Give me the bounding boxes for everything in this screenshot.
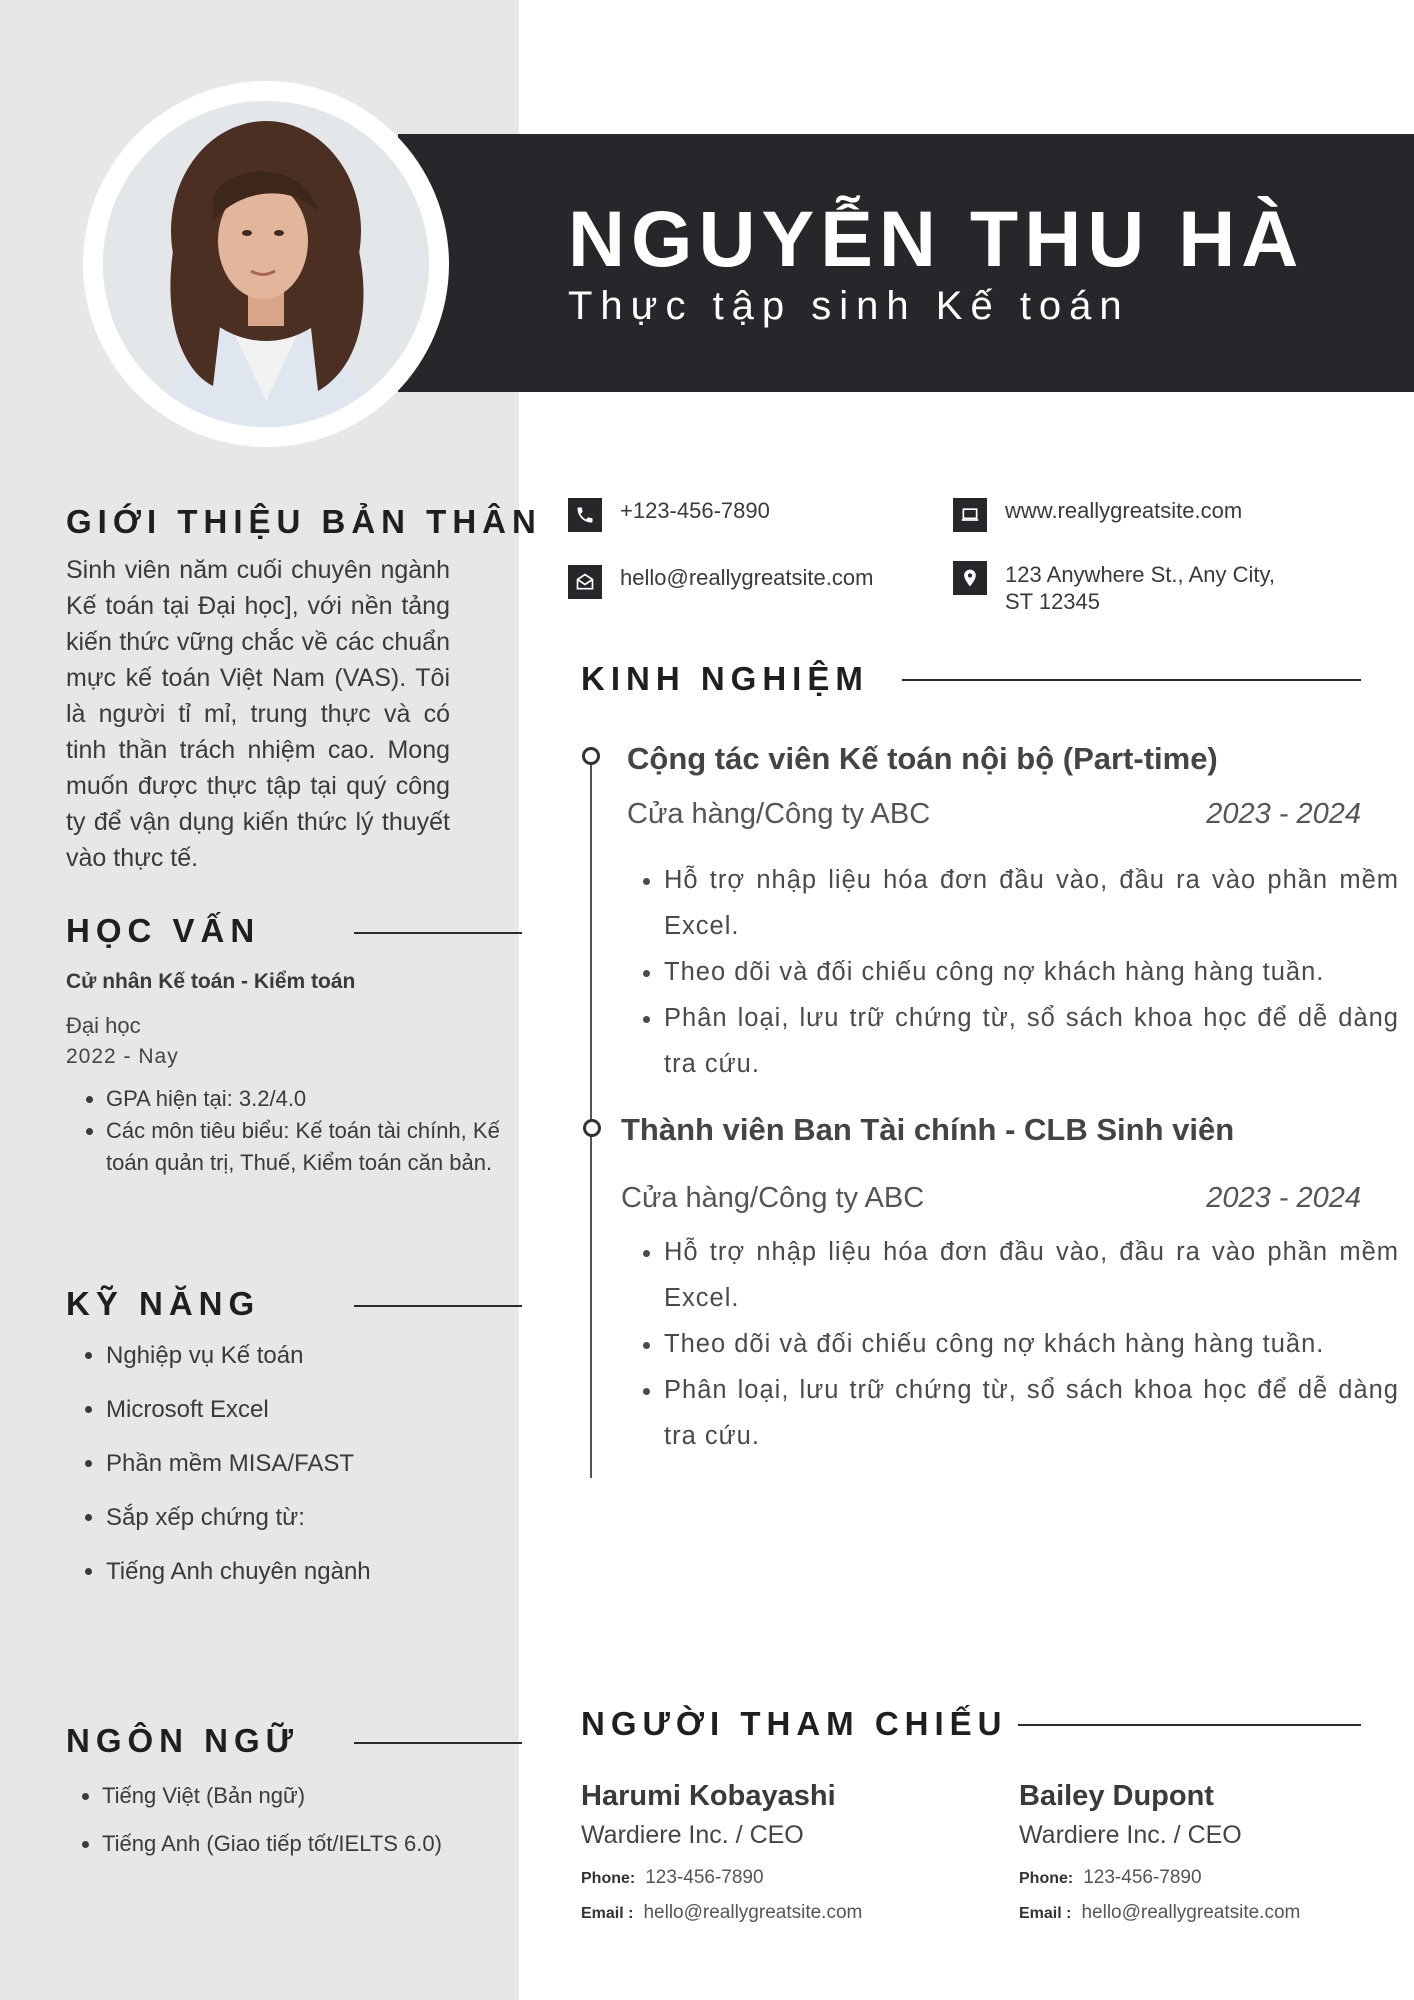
person-portrait-icon [103, 101, 429, 427]
location-pin-icon [953, 561, 987, 595]
job-company: Cửa hàng/Công ty ABC [627, 798, 931, 830]
job-duties [628, 1229, 1399, 1459]
phone-label: Phone: [1019, 1870, 1074, 1887]
contact-address [953, 561, 1275, 615]
candidate-name: NGUYỄN THU HÀ [568, 194, 1305, 283]
list-item: • Hỗ trợ nhập liệu hóa đơn đầu vào, đầu ra vào phần mềm Excel. [664, 857, 1399, 949]
job-years: 2023 - 2024 [1206, 1182, 1361, 1214]
email-label: Email : [1019, 1905, 1072, 1922]
job-years: 2023 - 2024 [1206, 798, 1361, 830]
about-text: Sinh viên năm cuối chuyên ngành Kế toán tại Đại học], với nền tảng kiến thức vững chắc về các chuẩn mực kế toán Việt Nam (VAS). Tôi là người tỉ mỉ, trung thực và có tinh thần trách nhiệm cao. Mong muốn được thực tập tại quý công ty để vận dụng kiến thức lý thuyết vào thực tế. [66, 556, 450, 872]
candidate-role: Thực tập sinh Kế toán [568, 284, 1130, 328]
envelope-icon [568, 565, 602, 599]
list-item: • Microsoft Excel [106, 1388, 506, 1442]
reference-phone-value[interactable]: 123-456-7890 [1083, 1867, 1202, 1888]
list-item: • Theo dõi và đối chiếu công nợ khách hàng hàng tuần. [664, 949, 1399, 995]
address-text: 123 Anywhere St., Any City, ST 12345 [1005, 562, 1275, 614]
list-item: • Tiếng Anh chuyên ngành [106, 1550, 506, 1604]
list-item: • GPA hiện tại: 3.2/4.0 [106, 1083, 506, 1115]
profile-photo [103, 101, 429, 427]
reference-email-value[interactable]: hello@reallygreatsite.com [1081, 1902, 1301, 1923]
skills-list [66, 1334, 506, 1604]
reference-email-value[interactable]: hello@reallygreatsite.com [643, 1902, 863, 1923]
education-details [66, 1083, 506, 1179]
experience-divider [902, 679, 1361, 681]
laptop-icon [953, 498, 987, 532]
experience-section-title: KINH NGHIỆM [581, 660, 869, 697]
skills-section-title: KỸ NĂNG [66, 1285, 261, 1322]
email-label: Email : [581, 1905, 634, 1922]
contact-phone [568, 498, 770, 532]
list-item: • Theo dõi và đối chiếu công nợ khách hàng hàng tuần. [664, 1321, 1399, 1367]
list-item: • Phần mềm MISA/FAST [106, 1442, 506, 1496]
email-link[interactable]: hello@reallygreatsite.com [620, 565, 874, 590]
reference-name: Harumi Kobayashi [581, 1780, 836, 1812]
skills-divider [354, 1305, 522, 1307]
reference-phone-value[interactable]: 123-456-7890 [645, 1867, 764, 1888]
timeline-dot [582, 747, 600, 765]
languages-section-title: NGÔN NGỮ [66, 1722, 300, 1759]
education-section-title: HỌC VẤN [66, 912, 261, 949]
reference-company: Wardiere Inc. / CEO [1019, 1821, 1242, 1849]
list-item: • Tiếng Anh (Giao tiếp tốt/IELTS 6.0) [102, 1824, 522, 1872]
list-item: • Phân loại, lưu trữ chứng từ, sổ sách khoa học để dễ dàng tra cứu. [664, 995, 1399, 1087]
job-duties [628, 857, 1399, 1087]
timeline-line [590, 752, 592, 1478]
reference-email [581, 1902, 862, 1924]
job-title: Cộng tác viên Kế toán nội bộ (Part-time) [627, 741, 1218, 776]
reference-phone [581, 1867, 764, 1889]
website-link[interactable]: www.reallygreatsite.com [1005, 498, 1243, 523]
references-section-title: NGƯỜI THAM CHIẾU [581, 1705, 1008, 1742]
contact-email [568, 565, 873, 599]
phone-label: Phone: [581, 1870, 636, 1887]
list-item: • Hỗ trợ nhập liệu hóa đơn đầu vào, đầu ra vào phần mềm Excel. [664, 1229, 1399, 1321]
reference-phone [1019, 1867, 1202, 1889]
list-item: • Các môn tiêu biểu: Kế toán tài chính, Kế toán quản trị, Thuế, Kiểm toán căn bản. [106, 1115, 506, 1179]
education-years: 2022 - Nay [66, 1045, 179, 1068]
list-item: • Nghiệp vụ Kế toán [106, 1334, 506, 1388]
reference-email [1019, 1902, 1300, 1924]
phone-text[interactable]: +123-456-7890 [620, 498, 770, 523]
list-item: • Tiếng Việt (Bản ngữ) [102, 1776, 522, 1824]
contact-website [953, 498, 1242, 532]
list-item: • Phân loại, lưu trữ chứng từ, sổ sách khoa học để dễ dàng tra cứu. [664, 1367, 1399, 1459]
timeline-dot [583, 1119, 601, 1137]
languages-divider [354, 1742, 522, 1744]
job-company: Cửa hàng/Công ty ABC [621, 1182, 925, 1214]
reference-name: Bailey Dupont [1019, 1780, 1214, 1812]
reference-company: Wardiere Inc. / CEO [581, 1821, 804, 1849]
education-degree: Cử nhân Kế toán - Kiểm toán [66, 970, 356, 993]
education-divider [354, 932, 522, 934]
list-item: • Sắp xếp chứng từ: [106, 1496, 506, 1550]
education-school: Đại học [66, 1013, 141, 1038]
references-divider [1018, 1724, 1361, 1726]
job-title: Thành viên Ban Tài chính - CLB Sinh viên [621, 1112, 1235, 1147]
about-section-title: GIỚI THIỆU BẢN THÂN [66, 503, 542, 540]
languages-list [66, 1776, 522, 1872]
phone-icon [568, 498, 602, 532]
